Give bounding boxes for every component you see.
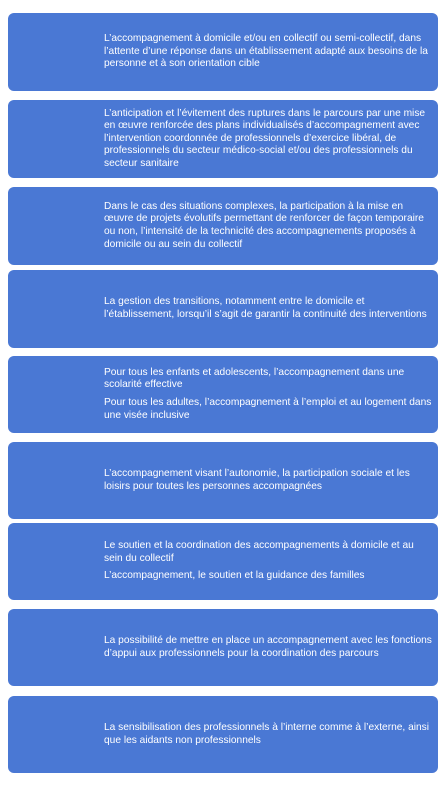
list-item — [8, 523, 438, 600]
item-text: La gestion des transitions, notamment entre le domicile et l’établissement, lorsqu’il s’agit de garantir la continuité des interventions — [104, 296, 427, 320]
item-text: Pour tous les enfants et adolescents, l’accompagnement dans une scolarité effective — [104, 366, 405, 391]
item-text: La sensibilisation des professionnels à l’interne comme à l’externe, ainsi que les aidants non professionnels — [104, 721, 430, 746]
list-item — [8, 270, 438, 348]
list-item — [8, 13, 438, 91]
list-item — [8, 442, 438, 519]
item-text: L’anticipation et l’évitement des ruptures dans le parcours par une mise en œuvre renforcée des plans individualisés d’accompagnement avec l’intervention coordonnée de professionnels d’exercice libéral, de professionnels du secteur médico-social et/ou des professionnels du secteur sanitaire — [104, 107, 426, 169]
item-text: L’accompagnement à domicile et/ou en collectif ou semi-collectif, dans l’attente d’une réponse dans un établissement adapté aux besoins de la personne et à son orientation cible — [104, 33, 428, 70]
list-item — [8, 696, 438, 773]
item-text: L’accompagnement visant l’autonomie, la participation sociale et les loisirs pour toutes les personnes accompagnées — [104, 467, 410, 492]
list-item — [8, 356, 438, 433]
item-text: Le soutien et la coordination des accompagnements à domicile et au sein du collectif — [104, 540, 414, 564]
item-text: L’accompagnement, le soutien et la guidance des familles — [104, 570, 365, 582]
list-item — [8, 100, 438, 178]
item-text: Pour tous les adultes, l’accompagnement à l’emploi et au logement dans une visée inclusive — [104, 397, 432, 421]
item-text: Dans le cas des situations complexes, la participation à la mise en œuvre de projets évolutifs permettant de renforcer de façon temporaire ou non, l’intensité de la technicité des accompagnements proposés à domicile ou au sein du collectif — [104, 200, 424, 250]
item-text: La possibilité de mettre en place un accompagnement avec les fonctions d’appui aux professionnels pour la coordination des parcours — [104, 634, 432, 659]
list-item — [8, 609, 438, 686]
list-item — [8, 187, 438, 265]
